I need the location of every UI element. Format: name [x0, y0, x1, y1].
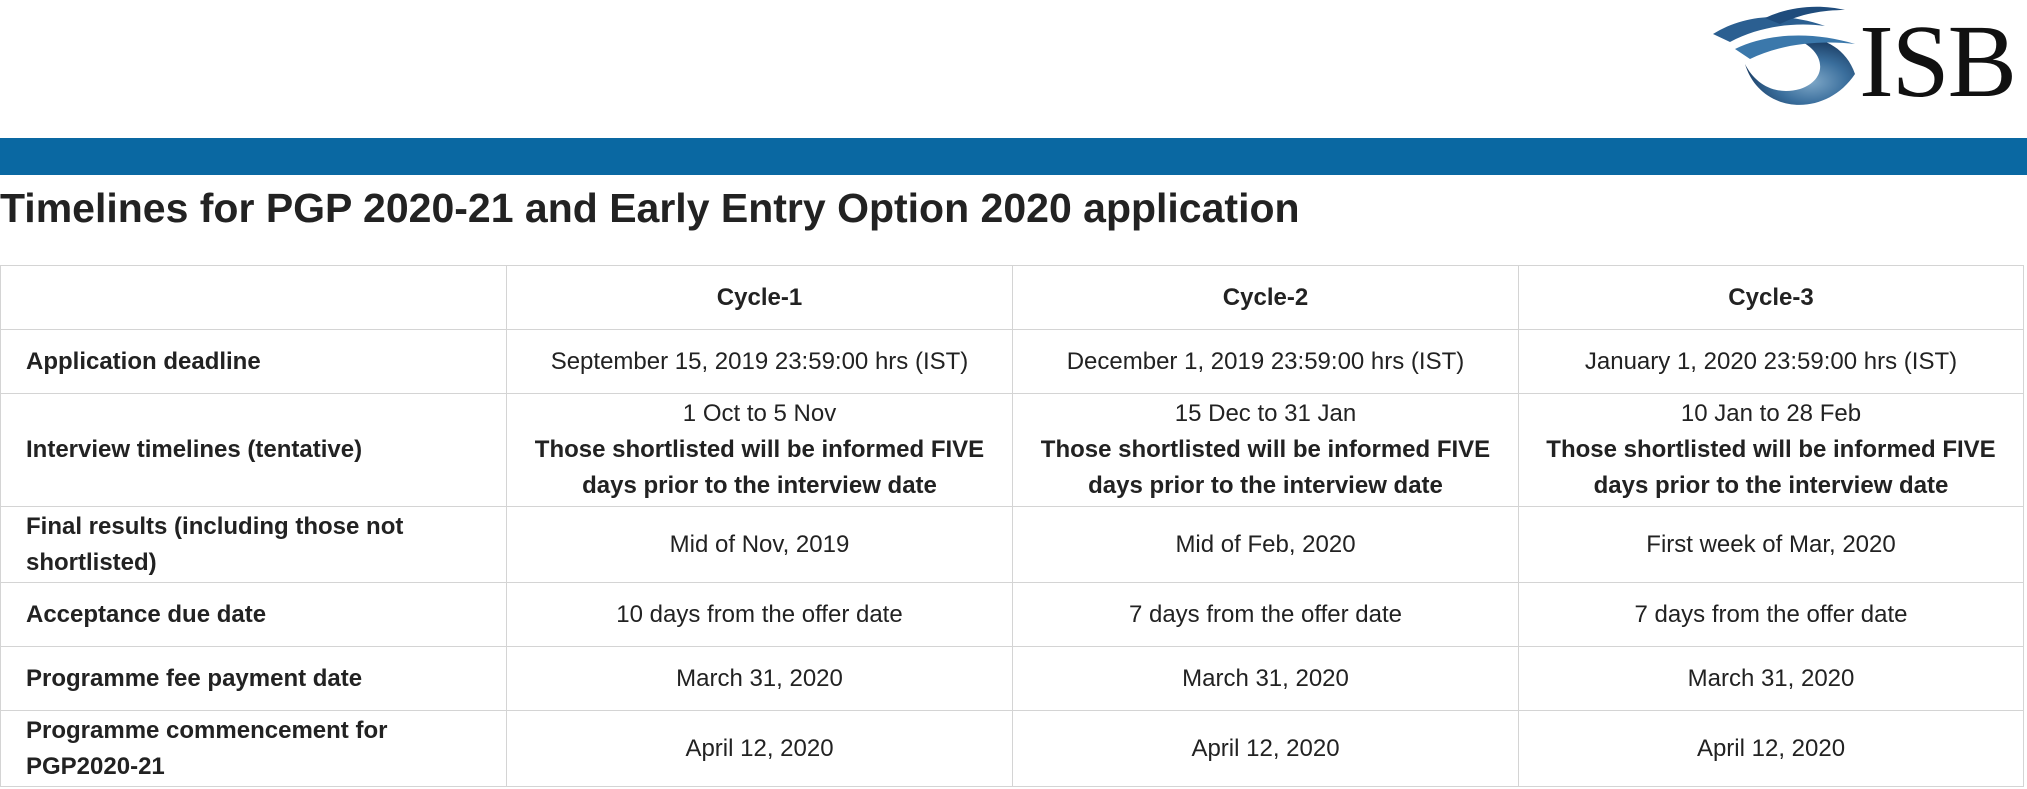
table-row-interview-timelines	[1, 394, 2024, 507]
column-header	[1, 266, 507, 330]
table-row-fee-payment-date	[1, 647, 2024, 711]
table-cell: Mid of Nov, 2019	[507, 507, 1013, 583]
interview-note: Those shortlisted will be informed FIVE days prior to the interview date	[1546, 436, 1996, 499]
column-header-cycle-3: Cycle-3	[1519, 266, 2024, 330]
interview-note: Those shortlisted will be informed FIVE days prior to the interview date	[534, 436, 985, 499]
table-cell: March 31, 2020	[507, 647, 1013, 711]
table-cell: 10 days from the offer date	[507, 583, 1013, 647]
table-cell	[1013, 394, 1519, 507]
row-label: Programme fee payment date	[1, 647, 507, 711]
isb-logo[interactable]	[1705, 4, 2015, 119]
interview-dates: 15 Dec to 31 Jan	[1174, 400, 1357, 427]
interview-dates: 10 Jan to 28 Feb	[1680, 400, 1862, 427]
table-cell: April 12, 2020	[1013, 711, 1519, 787]
column-header-cycle-1: Cycle-1	[507, 266, 1013, 330]
table-cell: First week of Mar, 2020	[1519, 507, 2024, 583]
logo-text: ISB	[1859, 4, 2015, 119]
header-band	[0, 138, 2027, 175]
table-row-acceptance-due-date	[1, 583, 2024, 647]
table-cell	[1519, 394, 2024, 507]
header	[0, 0, 2027, 138]
table-header-row	[1, 266, 2024, 330]
table-row-final-results	[1, 507, 2024, 583]
table-cell: September 15, 2019 23:59:00 hrs (IST)	[507, 330, 1013, 394]
column-header-cycle-2: Cycle-2	[1013, 266, 1519, 330]
table-row-programme-commencement	[1, 711, 2024, 787]
timeline-table	[0, 265, 2024, 787]
row-label: Application deadline	[1, 330, 507, 394]
interview-dates: 1 Oct to 5 Nov	[682, 400, 837, 427]
interview-note: Those shortlisted will be informed FIVE days prior to the interview date	[1040, 436, 1491, 499]
table-cell: Mid of Feb, 2020	[1013, 507, 1519, 583]
bird-wave-emblem-icon	[1705, 4, 1875, 116]
row-label: Programme commencement for PGP2020-21	[1, 711, 507, 787]
table-cell	[507, 394, 1013, 507]
table-cell: 7 days from the offer date	[1013, 583, 1519, 647]
row-label: Acceptance due date	[1, 583, 507, 647]
table-cell: 7 days from the offer date	[1519, 583, 2024, 647]
table-cell: December 1, 2019 23:59:00 hrs (IST)	[1013, 330, 1519, 394]
row-label: Final results (including those not shortlisted)	[1, 507, 507, 583]
page-title: Timelines for PGP 2020-21 and Early Entry Option 2020 application	[0, 185, 1300, 231]
table-cell: April 12, 2020	[507, 711, 1013, 787]
table-cell: March 31, 2020	[1013, 647, 1519, 711]
row-label: Interview timelines (tentative)	[1, 394, 507, 507]
table-cell: March 31, 2020	[1519, 647, 2024, 711]
table-cell: April 12, 2020	[1519, 711, 2024, 787]
table-cell: January 1, 2020 23:59:00 hrs (IST)	[1519, 330, 2024, 394]
table-row-application-deadline	[1, 330, 2024, 394]
